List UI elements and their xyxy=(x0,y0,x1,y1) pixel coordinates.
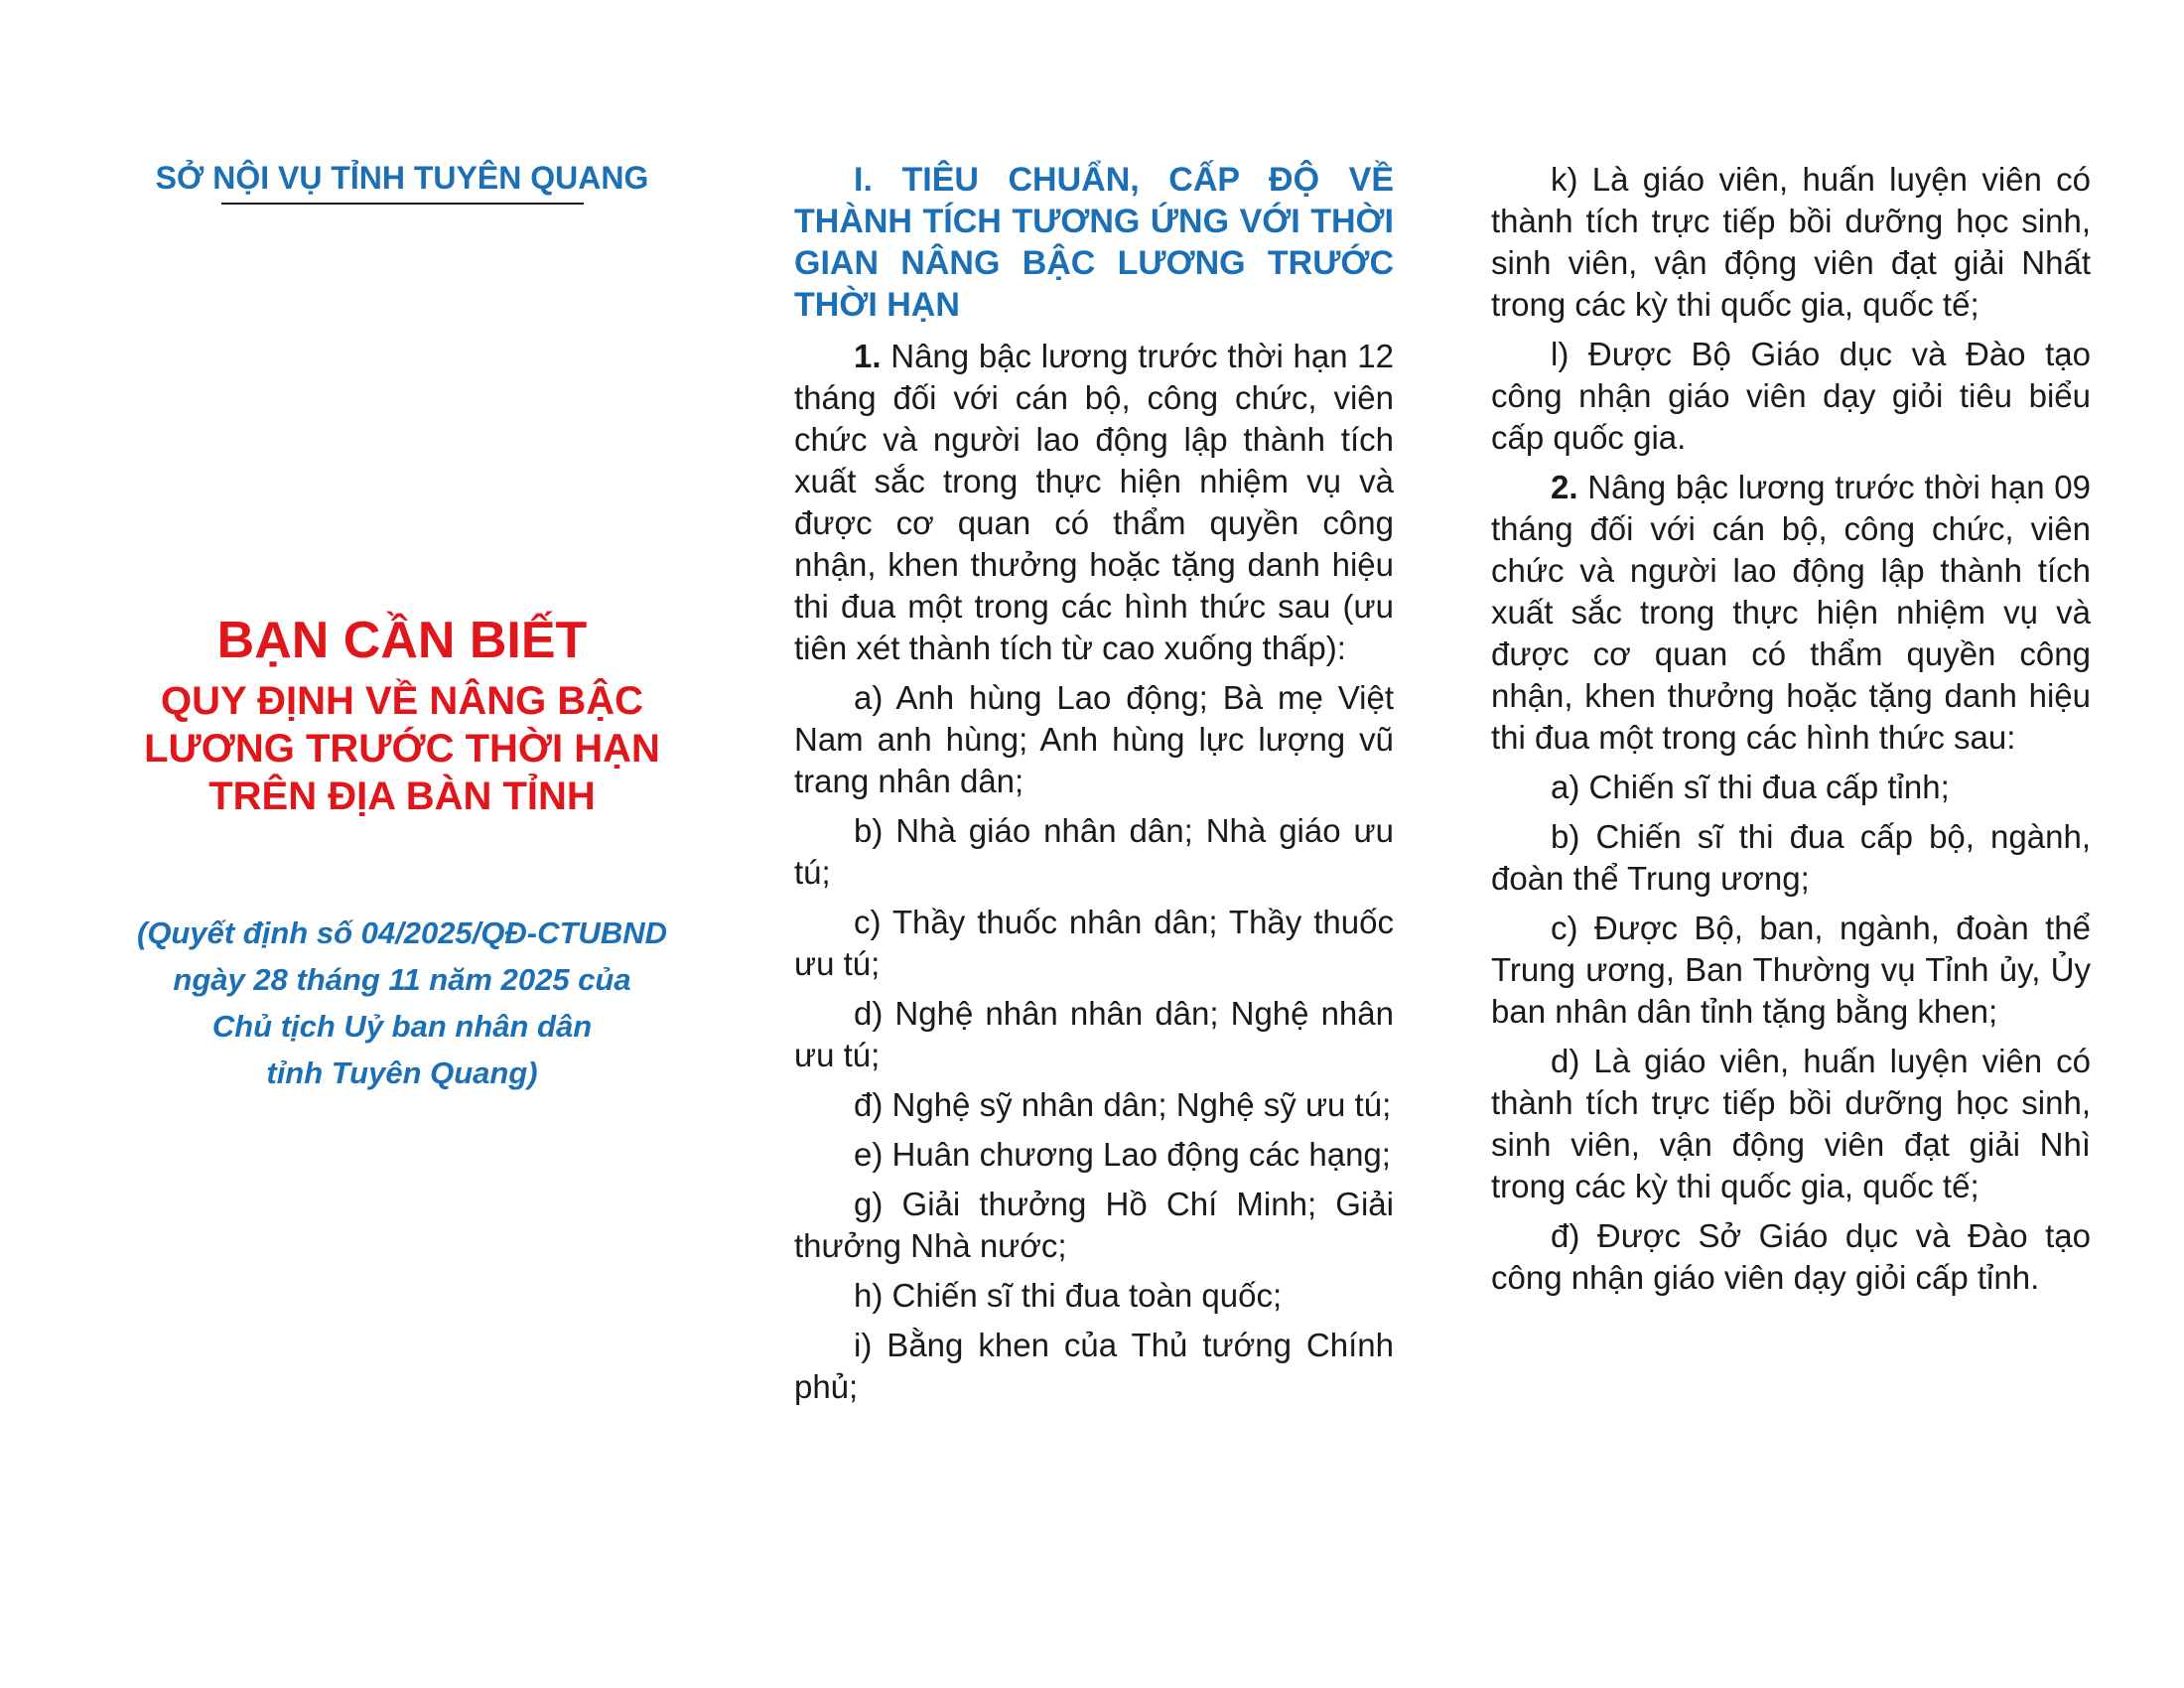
list-item: b) Chiến sĩ thi đua cấp bộ, ngành, đoàn thể Trung ương; xyxy=(1491,818,2091,897)
section-2-paragraph xyxy=(1491,467,2091,759)
list-item: l) Được Bộ Giáo dục và Đào tạo công nhận giáo viên dạy giỏi tiêu biểu cấp quốc gia. xyxy=(1491,336,2091,456)
decree-line: ngày 28 tháng 11 năm 2025 của xyxy=(173,962,631,997)
list-item: b) Nhà giáo nhân dân; Nhà giáo ưu tú; xyxy=(794,812,1394,891)
decree-line: Chủ tịch Uỷ ban nhân dân xyxy=(211,1009,593,1044)
list-item: c) Thầy thuốc nhân dân; Thầy thuốc ưu tú; xyxy=(794,904,1394,982)
section-1-text: Nâng bậc lương trước thời hạn 12 tháng đối với cán bộ, công chức, viên chức và người lao động lập thành tích xuất sắc trong thực hiện nhiệm vụ và được cơ quan có thẩm quyền công nhận, khen thưởng hoặc tặng danh hiệu thi đua một trong các hình thức sau (ưu tiên xét thành tích từ cao xuống thấp): xyxy=(794,338,1395,666)
organization-underline xyxy=(221,203,584,205)
organization-name: SỞ NỘI VỤ TỈNH TUYÊN QUANG xyxy=(155,160,649,196)
subtitle xyxy=(99,677,705,820)
section-heading: I. TIÊU CHUẨN, CẤP ĐỘ VỀ THÀNH TÍCH TƯƠNG ỨNG VỚI THỜI GIAN NÂNG BẬC LƯƠNG TRƯỚC THỜI HẠN xyxy=(794,161,1394,324)
decree-line: tỉnh Tuyên Quang) xyxy=(266,1055,538,1090)
right-panel xyxy=(1491,159,2091,1307)
list-item: c) Được Bộ, ban, ngành, đoàn thể Trung ương, Ban Thường vụ Tỉnh ủy, Ủy ban nhân dân tỉnh tặng bằng khen; xyxy=(1491,910,2091,1030)
subtitle-line: QUY ĐỊNH VỀ NÂNG BẬC xyxy=(161,679,643,723)
list-item: a) Chiến sĩ thi đua cấp tỉnh; xyxy=(1551,769,1950,805)
list-item: i) Bằng khen của Thủ tướng Chính phủ; xyxy=(794,1327,1394,1405)
list-item: g) Giải thưởng Hồ Chí Minh; Giải thưởng Nhà nước; xyxy=(794,1186,1394,1264)
section-1-paragraph xyxy=(794,336,1394,669)
list-item: k) Là giáo viên, huấn luyện viên có thành tích trực tiếp bồi dưỡng học sinh, sinh viên, vận động viên đạt giải Nhất trong các kỳ thi quốc gia, quốc tế; xyxy=(1491,161,2091,323)
list-item: a) Anh hùng Lao động; Bà mẹ Việt Nam anh hùng; Anh hùng lực lượng vũ trang nhân dân; xyxy=(794,679,1394,799)
list-item: d) Là giáo viên, huấn luyện viên có thành tích trực tiếp bồi dưỡng học sinh, sinh viên, vận động viên đạt giải Nhì trong các kỳ thi quốc gia, quốc tế; xyxy=(1491,1043,2091,1204)
list-item: d) Nghệ nhân nhân dân; Nghệ nhân ưu tú; xyxy=(794,995,1394,1073)
section-1-number: 1. xyxy=(854,338,882,374)
middle-panel xyxy=(794,159,1394,1416)
main-title: BẠN CẦN BIẾT xyxy=(216,612,588,669)
subtitle-line: TRÊN ĐỊA BÀN TỈNH xyxy=(208,774,596,818)
list-item: h) Chiến sĩ thi đua toàn quốc; xyxy=(854,1277,1283,1314)
decree-line: (Quyết định số 04/2025/QĐ-CTUBND xyxy=(137,915,667,950)
left-panel xyxy=(99,159,705,1152)
list-item: e) Huân chương Lao động các hạng; xyxy=(854,1136,1391,1173)
section-2-text: Nâng bậc lương trước thời hạn 09 tháng đối với cán bộ, công chức, viên chức và người lao động lập thành tích xuất sắc trong thực hiện nhiệm vụ và được cơ quan có thẩm quyền công nhận, khen thưởng hoặc tặng danh hiệu thi đua một trong các hình thức sau: xyxy=(1491,469,2092,756)
section-2-number: 2. xyxy=(1551,469,1578,505)
decree-reference xyxy=(99,910,705,1096)
list-item: đ) Nghệ sỹ nhân dân; Nghệ sỹ ưu tú; xyxy=(854,1086,1392,1123)
list-item: đ) Được Sở Giáo dục và Đào tạo công nhận giáo viên dạy giỏi cấp tỉnh. xyxy=(1491,1217,2091,1296)
subtitle-line: LƯƠNG TRƯỚC THỜI HẠN xyxy=(144,727,660,771)
